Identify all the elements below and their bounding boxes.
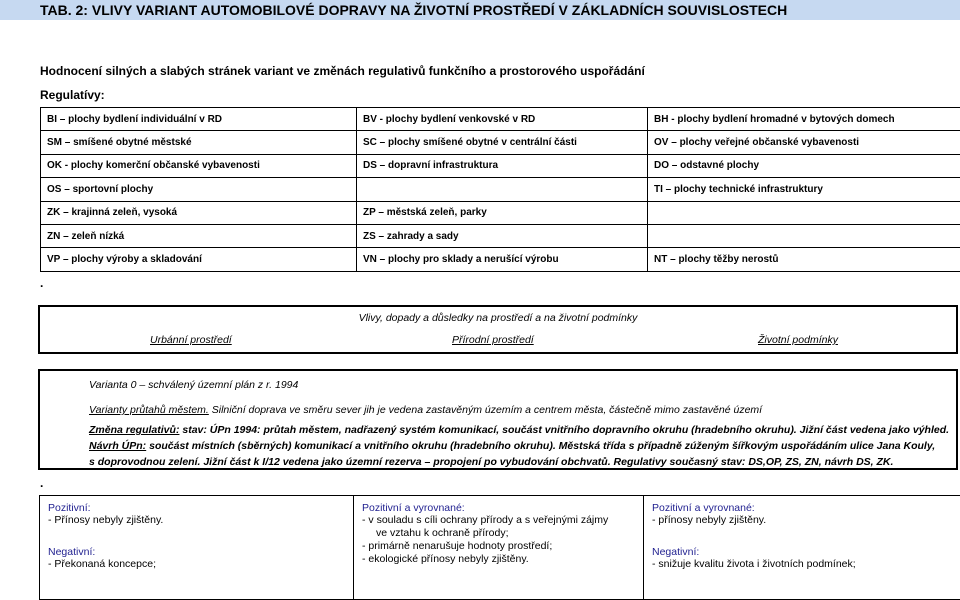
regulativ-cell: ZP – městská zeleň, parky: [357, 201, 648, 224]
col-prirodni: Přírodní prostředí: [452, 334, 534, 346]
positive-label: Pozitivní a vyrovnané:: [652, 502, 952, 514]
zmena-text: stav: ÚPn 1994: průtah městem, nadřazený systém komunikací, součást vnitřního dopravního okruhu (hradebního okruhu). Jižní část vedena jako výhled.: [179, 424, 949, 436]
regulativ-cell: [357, 178, 648, 201]
list-item: - přínosy nebyly zjištěny.: [652, 514, 952, 527]
regulativy-table: [40, 107, 960, 272]
regulativ-cell: DS – dopravní infrastruktura: [357, 154, 648, 177]
regulativ-cell: OK - plochy komerční občanské vybavenosti: [41, 154, 357, 177]
regulativ-cell: SM – smíšené obytné městské: [41, 131, 357, 154]
regulativ-cell: NT – plochy těžby nerostů: [648, 248, 960, 271]
table-row: [41, 248, 960, 271]
zmena-label: Změna regulativů:: [89, 424, 179, 436]
table-row: [41, 131, 960, 154]
regulativ-cell: BV - plochy bydlení venkovské v RD: [357, 108, 648, 131]
variant-0: Varianta 0 – schválený územní plán z r. 1994: [89, 379, 298, 391]
list-item: - v souladu s cíli ochrany přírody a s veřejnými zájmy: [362, 514, 635, 527]
regulativ-cell: VP – plochy výroby a skladování: [41, 248, 357, 271]
table-row: [41, 201, 960, 224]
vlivy-header-box: [38, 305, 958, 354]
regulativ-cell: SC – plochy smíšené obytné v centrální části: [357, 131, 648, 154]
table-row: [41, 178, 960, 201]
regulativ-cell: [648, 201, 960, 224]
regulativ-cell: [648, 224, 960, 247]
list-item: vе vztahu k ochraně přírody;: [362, 527, 635, 540]
negative-label: Negativní:: [48, 546, 345, 558]
variant-box: [38, 369, 958, 470]
col-zivotni: Životní podmínky: [758, 334, 838, 346]
table-row: [41, 154, 960, 177]
regulativ-cell: BH - plochy bydlení hromadné v bytových domech: [648, 108, 960, 131]
navrh-upn: [89, 440, 935, 452]
regulativ-cell: VN – plochy pro sklady a nerušící výrobu: [357, 248, 648, 271]
positive-label: Pozitivní a vyrovnané:: [362, 502, 635, 514]
regulativ-cell: ZS – zahrady a sady: [357, 224, 648, 247]
list-item: - snižuje kvalitu života i životních podmínek;: [652, 558, 952, 571]
vlivy-title: Vlivy, dopady a důsledky na prostředí a na životní podmínky: [40, 312, 956, 324]
regulativ-cell: OS – sportovní plochy: [41, 178, 357, 201]
list-item: - primárně nenarušuje hodnoty prostředí;: [362, 540, 635, 553]
regulativy-label: Regulatívy:: [40, 88, 105, 102]
navrh-text-2: s doprovodnou zelení. Jižní část k I/12 vedena jako územní rezerva – propojení po vybudování obchvatů. Regulativy současný stav: DS,OP, ZS, ZN, návrh DS, ZK.: [89, 456, 893, 468]
eval-col-prirodni: [354, 496, 644, 600]
section-heading: Hodnocení silných a slabých stránek variant ve změnách regulativů funkčního a prostorového uspořádání: [40, 64, 645, 78]
regulativ-cell: OV – plochy veřejné občanské vybavenosti: [648, 131, 960, 154]
list-item: - ekologické přínosy nebyly zjištěny.: [362, 553, 635, 566]
table-row: [41, 224, 960, 247]
regulativ-cell: ZN – zeleň nízká: [41, 224, 357, 247]
navrh-text-1: součást místních (sběrných) komunikací a vnitřního okruhu (hradebního okruhu). Městská třída s případně zúženým šířkovým uspořádáním ulice Jana Kouly,: [146, 440, 935, 452]
separator-dot-2: .: [40, 476, 43, 490]
eval-col-urbanni: [40, 496, 354, 600]
regulativ-cell: TI – plochy technické infrastruktury: [648, 178, 960, 201]
variant-pruthahy: [89, 404, 762, 416]
positive-label: Pozitivní:: [48, 502, 345, 514]
negative-label: Negativní:: [652, 546, 952, 558]
separator-dot: .: [40, 276, 43, 290]
list-item: - Přínosy nebyly zjištěny.: [48, 514, 345, 527]
table-row: [41, 108, 960, 131]
evaluation-table: [39, 495, 960, 600]
regulativ-cell: DO – odstavné plochy: [648, 154, 960, 177]
col-urbanni: Urbánní prostředí: [150, 334, 232, 346]
regulativ-cell: ZK – krajinná zeleň, vysoká: [41, 201, 357, 224]
regulativ-cell: BI – plochy bydlení individuální v RD: [41, 108, 357, 131]
zmena-regulativu: [89, 424, 949, 436]
variant-pruthahy-label: Varianty průtahů městem.: [89, 404, 209, 416]
variant-pruthahy-text: Silniční doprava ve směru sever jih je vedena zastavěným územím a centrem města, částečně mimo zastavěné území: [209, 404, 762, 416]
page-title: TAB. 2: VLIVY VARIANT AUTOMOBILOVÉ DOPRAVY NA ŽIVOTNÍ PROSTŘEDÍ V ZÁKLADNÍCH SOUVISLOSTECH: [40, 2, 787, 18]
navrh-label: Návrh ÚPn:: [89, 440, 146, 452]
list-item: - Překonaná koncepce;: [48, 558, 345, 571]
eval-col-zivotni: [644, 496, 960, 600]
